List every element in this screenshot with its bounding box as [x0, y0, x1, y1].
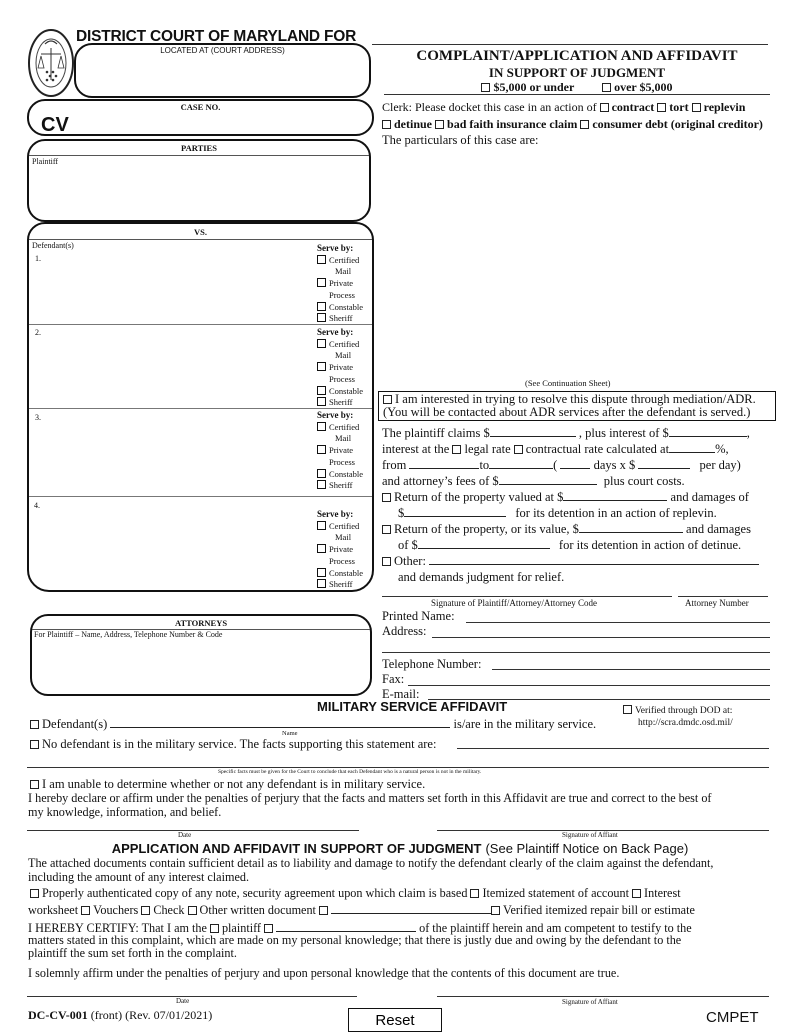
rate-input[interactable] — [669, 441, 715, 453]
check-checkbox[interactable] — [141, 906, 150, 915]
replevin-value-input[interactable] — [563, 489, 667, 501]
dod-verification — [623, 705, 733, 729]
address-input-2[interactable] — [382, 652, 770, 653]
replevin-damages-input[interactable] — [404, 505, 506, 517]
form-title — [382, 48, 772, 94]
printed-name-input[interactable] — [466, 622, 770, 623]
located-at-label: LOCATED AT (COURT ADDRESS) — [160, 46, 285, 55]
legal-rate-label: legal rate — [464, 442, 511, 456]
adr-checkbox[interactable] — [383, 395, 392, 404]
clerk-intro: Clerk: Please docket this case in an action of — [382, 100, 597, 114]
fax-label: Fax: — [382, 672, 405, 686]
serve-option-label: Sheriff — [329, 480, 353, 491]
particulars-input[interactable] — [382, 150, 770, 375]
other-checkbox[interactable] — [382, 557, 391, 566]
military-defendants-checkbox[interactable] — [30, 720, 39, 729]
per-day-amount-input[interactable] — [638, 457, 690, 469]
detinue-damages-label: and damages — [686, 522, 751, 536]
printed-name-label: Printed Name: — [382, 609, 455, 623]
form-id — [28, 1008, 212, 1023]
serve-option-label: Sheriff — [329, 313, 353, 324]
reset-button[interactable]: Reset — [348, 1008, 442, 1032]
serve2-sheriff-checkbox[interactable] — [317, 397, 326, 406]
case-prefix: CV — [41, 114, 69, 136]
percent-label: %, — [715, 442, 729, 456]
serve-option-label: Certified — [329, 520, 360, 531]
paren-label: ( — [553, 458, 558, 472]
defendant-1-input[interactable] — [45, 254, 310, 320]
interest-worksheet-label: Interest — [644, 886, 681, 900]
affirm-text: I solemnly affirm under the penalties of perjury and upon personal knowledge that the contents of this document are true. — [28, 966, 620, 980]
repair-bill-checkbox[interactable] — [491, 906, 500, 915]
continuation-note: (See Continuation Sheet) — [525, 378, 611, 388]
no-defendant-line — [30, 736, 436, 752]
name-caption: Name — [282, 730, 298, 737]
other-document-input[interactable] — [331, 902, 491, 914]
serve-option-label: Mail — [335, 532, 352, 543]
detinue-line2 — [398, 537, 741, 553]
plaintiff-label: Plaintiff — [32, 157, 59, 166]
detinue-checkbox[interactable] — [382, 525, 391, 534]
attorney-number-line — [678, 596, 768, 597]
telephone-input[interactable] — [492, 669, 770, 670]
parties-box — [27, 139, 371, 222]
claim-amount-input[interactable] — [490, 425, 576, 437]
dod-url: http://scra.dmdc.osd.mil/ — [638, 718, 733, 728]
serve-option-label: Constable — [329, 567, 363, 578]
parties-header-rule — [29, 155, 369, 156]
defendants-label: Defendant(s) — [32, 241, 74, 250]
serve-option-label: Constable — [329, 301, 363, 312]
vouchers-checkbox[interactable] — [81, 906, 90, 915]
email-label: E-mail: — [382, 687, 420, 701]
docs-line1 — [30, 885, 681, 901]
replevin-line1 — [382, 489, 749, 505]
amount-under-label: $5,000 or under — [493, 80, 575, 94]
serve-option-label: Certified — [329, 254, 360, 265]
claim-line1: The plaintiff claims $ , plus interest of $ , — [382, 426, 750, 440]
serve3-private-checkbox[interactable] — [317, 445, 326, 454]
serve3-constable-checkbox[interactable] — [317, 469, 326, 478]
certify-rest: of the plaintiff herein and am competent to testify to the — [419, 921, 692, 935]
application-title-note: (See Plaintiff Notice on Back Page) — [485, 841, 689, 856]
detinue-line1 — [382, 521, 751, 537]
vouchers-label: Vouchers — [93, 903, 139, 917]
serve-option-label: Process — [329, 289, 355, 300]
application-affiant-caption: Signature of Affiant — [562, 998, 618, 1006]
military-date-line[interactable] — [27, 830, 359, 831]
replevin-label: Return of the property valued at $ — [394, 490, 564, 504]
adr-line2: (You will be contacted about ADR services after the defendant is served.) — [383, 405, 751, 419]
serve-option-label: Certified — [329, 421, 360, 432]
interest-at-label: interest at the — [382, 442, 450, 456]
docs-line2 — [28, 902, 695, 918]
authenticated-copy-checkbox[interactable] — [30, 889, 39, 898]
certify-line2: matters stated in this complaint, which are made on my personal knowledge; that there is justly due and owing by the defendant to the — [28, 933, 682, 947]
check-label: Check — [153, 903, 185, 917]
serve1-private-checkbox[interactable] — [317, 278, 326, 287]
serve-option-label: Mail — [335, 433, 352, 444]
court-seal-icon — [27, 28, 75, 98]
action-consumer-debt-checkbox[interactable] — [580, 120, 589, 129]
action-bad-faith-label: bad faith insurance claim — [447, 117, 578, 131]
legal-rate-checkbox[interactable] — [452, 445, 461, 454]
demands-judgment: and demands judgment for relief. — [398, 570, 565, 584]
attached-line1: The attached documents contain sufficient detail as to liability and damage to notify the defendant clearly of the claim against the defendant, — [28, 856, 714, 870]
serve-option-label: Process — [329, 555, 355, 566]
action-detinue-label: detinue — [394, 117, 433, 131]
serve-option-label: Sheriff — [329, 579, 353, 590]
declare-line1: I hereby declare or affirm under the penalties of perjury that the facts and matters set forth in this Affidavit are true and correct to the best of — [28, 791, 712, 805]
military-defendants-label: Defendant(s) — [42, 717, 108, 731]
attached-text — [28, 856, 713, 884]
serve-option-label: Process — [329, 456, 355, 467]
vs-label: VS. — [194, 227, 207, 237]
particulars-label: The particulars of this case are: — [382, 133, 539, 147]
replevin-damages-label: and damages of — [670, 490, 749, 504]
certify-other-checkbox[interactable] — [264, 924, 273, 933]
application-title-text: APPLICATION AND AFFIDAVIT IN SUPPORT OF JUDGMENT — [111, 841, 482, 856]
from-label: from — [382, 458, 407, 472]
action-contract-checkbox[interactable] — [600, 103, 609, 112]
form-id-code: DC-CV-001 — [28, 1008, 88, 1022]
telephone-label: Telephone Number: — [382, 657, 482, 671]
address-input-1[interactable] — [432, 637, 770, 638]
defendant-divider-3 — [29, 496, 372, 497]
adr-box — [378, 391, 776, 421]
serve-option-label: Private — [329, 362, 354, 373]
serve1-sheriff-checkbox[interactable] — [317, 313, 326, 322]
application-date-line[interactable] — [27, 996, 357, 997]
serve-option-label: Process — [329, 373, 355, 384]
serve3-sheriff-checkbox[interactable] — [317, 480, 326, 489]
form-code: CMPET — [706, 1009, 759, 1026]
court-county-line — [372, 44, 768, 45]
serve-by-label: Serve by: — [317, 410, 354, 420]
serve4-certified-checkbox[interactable] — [317, 521, 326, 530]
detinue-of-label: of $ — [398, 538, 418, 552]
serve1-constable-checkbox[interactable] — [317, 302, 326, 311]
serve-by-label: Serve by: — [317, 243, 354, 253]
title-divider — [384, 94, 770, 95]
plaintiff-signature-line — [382, 596, 672, 597]
plaintiff-input[interactable] — [32, 169, 362, 217]
dod-checkbox[interactable] — [623, 705, 632, 714]
claim-line2 — [382, 441, 729, 457]
attorney-fees-input[interactable] — [499, 473, 597, 485]
other-document-desc-checkbox[interactable] — [319, 906, 328, 915]
defendant-1-number: 1. — [35, 254, 41, 263]
plus-interest-label: , plus interest of $ — [578, 426, 669, 440]
serve-option-label: Private — [329, 445, 354, 456]
court-title: DISTRICT COURT OF MARYLAND FOR — [76, 28, 357, 45]
vs-rule — [29, 239, 372, 240]
form-title-line1: COMPLAINT/APPLICATION AND AFFIDAVIT — [416, 48, 738, 64]
certify-start: I HEREBY CERTIFY: That I am the — [28, 921, 207, 935]
no-defendant-checkbox[interactable] — [30, 740, 39, 749]
detinue-label: Return of the property, or its value, $ — [394, 522, 579, 536]
detinue-value-input[interactable] — [579, 521, 683, 533]
serve-option-label: Constable — [329, 468, 363, 479]
amount-over-label: over $5,000 — [614, 80, 673, 94]
to-date-input[interactable] — [489, 457, 553, 469]
replevin-checkbox[interactable] — [382, 493, 391, 502]
dod-label: Verified through DOD at: — [635, 706, 733, 716]
serve-option-label: Constable — [329, 385, 363, 396]
application-affiant-line[interactable] — [437, 996, 769, 997]
serve3-certified-checkbox[interactable] — [317, 422, 326, 431]
interest-worksheet-checkbox[interactable] — [632, 889, 641, 898]
military-defendants-line — [30, 716, 596, 732]
detinue-detention-label: for its detention in action of detinue. — [558, 538, 742, 552]
days-x-label: days x $ — [593, 458, 636, 472]
serve1-certified-checkbox[interactable] — [317, 255, 326, 264]
case-number-box[interactable] — [27, 99, 374, 136]
military-defendant-name-input[interactable] — [110, 716, 450, 728]
unable-checkbox[interactable] — [30, 780, 39, 789]
military-date-caption: Date — [178, 831, 192, 839]
other-input[interactable] — [429, 553, 759, 565]
unable-line — [30, 776, 425, 792]
serve-by-group-3 — [317, 410, 377, 492]
attorneys-header: ATTORNEYS — [174, 618, 228, 628]
serve-option-label: Mail — [335, 266, 352, 277]
worksheet-label: worksheet — [28, 903, 79, 917]
serve2-private-checkbox[interactable] — [317, 362, 326, 371]
authenticated-copy-label: Properly authenticated copy of any note, security agreement upon which claim is based — [42, 886, 468, 900]
military-title: MILITARY SERVICE AFFIDAVIT — [317, 699, 508, 714]
defendant-2-input[interactable] — [45, 328, 310, 400]
serve2-constable-checkbox[interactable] — [317, 386, 326, 395]
serve4-sheriff-checkbox[interactable] — [317, 579, 326, 588]
serve4-private-checkbox[interactable] — [317, 544, 326, 553]
form-revision: (front) (Rev. 07/01/2021) — [90, 1008, 213, 1022]
court-costs-label: plus court costs. — [603, 474, 685, 488]
no-defendant-label: No defendant is in the military service. The facts supporting this statement are: — [42, 737, 437, 751]
defendant-4-input[interactable] — [45, 501, 310, 581]
attorneys-box — [30, 614, 372, 696]
military-affiant-caption: Signature of Affiant — [562, 831, 618, 839]
contractual-rate-label: contractual rate calculated at — [525, 442, 670, 456]
facts-caption: Specific facts must be given for the Court to conclude that each Defendant who is a natural person is not in the military. — [218, 769, 482, 775]
defendant-2-number: 2. — [35, 328, 41, 337]
amount-options — [382, 80, 772, 94]
itemized-statement-checkbox[interactable] — [470, 889, 479, 898]
clerk-line1 — [382, 99, 745, 115]
claim-line3 — [382, 457, 741, 473]
replevin-detention-label: for its detention in an action of replevin. — [515, 506, 717, 520]
declare-text — [28, 791, 711, 819]
clerk-line2 — [382, 116, 763, 132]
application-date-caption: Date — [176, 997, 190, 1005]
court-address-box[interactable] — [74, 43, 371, 98]
defendant-3-number: 3. — [35, 413, 41, 422]
contractual-rate-checkbox[interactable] — [514, 445, 523, 454]
unable-label: I am unable to determine whether or not any defendant is in military service. — [42, 777, 426, 791]
other-line — [382, 553, 759, 569]
from-date-input[interactable] — [409, 457, 479, 469]
per-day-label: per day) — [699, 458, 741, 472]
attorney-info-input[interactable] — [35, 642, 365, 690]
form-title-line2: IN SUPPORT OF JUDGMENT — [488, 65, 666, 80]
defendant-3-input[interactable] — [45, 413, 310, 491]
serve-option-label: Private — [329, 278, 354, 289]
in-service-label: is/are in the military service. — [453, 717, 597, 731]
action-tort-label: tort — [669, 100, 689, 114]
attached-line2: including the amount of any interest claimed. — [28, 870, 250, 884]
certify-capacity-input[interactable] — [276, 920, 416, 932]
amount-over-checkbox[interactable] — [602, 83, 611, 92]
repair-bill-label: Verified itemized repair bill or estimate — [503, 903, 695, 917]
action-consumer-debt-label: consumer debt (original creditor) — [592, 117, 763, 131]
serve-by-group-2 — [317, 327, 377, 409]
amount-under-checkbox[interactable] — [481, 83, 490, 92]
serve-by-label: Serve by: — [317, 509, 354, 519]
serve-option-label: Certified — [329, 338, 360, 349]
certify-line3: plaintiff the sum set forth in the complaint. — [28, 946, 237, 960]
replevin-line2 — [398, 505, 717, 521]
action-tort-checkbox[interactable] — [657, 103, 666, 112]
plaintiff-claims-label: The plaintiff claims $ — [382, 426, 490, 440]
serve-option-label: Mail — [335, 350, 352, 361]
serve-by-group-1 — [317, 243, 377, 325]
plaintiff-signature-caption: Signature of Plaintiff/Attorney/Attorney Code — [431, 598, 598, 608]
certify-plaintiff-checkbox[interactable] — [210, 924, 219, 933]
other-document-checkbox[interactable] — [188, 906, 197, 915]
itemized-statement-label: Itemized statement of account — [482, 886, 629, 900]
action-bad-faith-checkbox[interactable] — [435, 120, 444, 129]
action-detinue-checkbox[interactable] — [382, 120, 391, 129]
serve-option-label: Sheriff — [329, 397, 353, 408]
declare-line2: my knowledge, information, and belief. — [28, 805, 222, 819]
address-label: Address: — [382, 624, 427, 638]
detinue-damages-input[interactable] — [418, 537, 550, 549]
defendant-4-number: 4. — [34, 501, 40, 510]
to-label: to — [479, 458, 490, 472]
attorney-fees-label: and attorney’s fees of $ — [382, 474, 499, 488]
other-label: Other: — [394, 554, 426, 568]
interest-amount-input[interactable] — [669, 425, 747, 437]
other-document-label: Other written document — [199, 903, 316, 917]
parties-header: PARTIES — [181, 143, 217, 153]
fax-input[interactable] — [408, 685, 770, 686]
serve4-constable-checkbox[interactable] — [317, 568, 326, 577]
facts-input-2[interactable] — [27, 767, 769, 768]
serve-by-label: Serve by: — [317, 327, 354, 337]
certify-plaintiff-label: plaintiff — [221, 921, 261, 935]
facts-input-1[interactable] — [457, 748, 769, 749]
certify-text — [28, 934, 681, 960]
adr-line1: I am interested in trying to resolve this dispute through mediation/ADR. — [395, 392, 756, 406]
action-replevin-checkbox[interactable] — [692, 103, 701, 112]
claim-line4 — [382, 473, 685, 489]
attorney-number-caption: Attorney Number — [685, 598, 749, 608]
action-replevin-label: replevin — [703, 100, 746, 114]
days-input[interactable] — [560, 457, 590, 469]
serve-by-group-4 — [317, 509, 377, 591]
serve-option-label: Private — [329, 544, 354, 555]
attorneys-sub-label: For Plaintiff – Name, Address, Telephone Number & Code — [34, 630, 223, 639]
replevin-dollar-label: $ — [398, 506, 405, 520]
serve2-certified-checkbox[interactable] — [317, 339, 326, 348]
case-number-label: CASE NO. — [180, 102, 221, 112]
action-contract-label: contract — [611, 100, 655, 114]
